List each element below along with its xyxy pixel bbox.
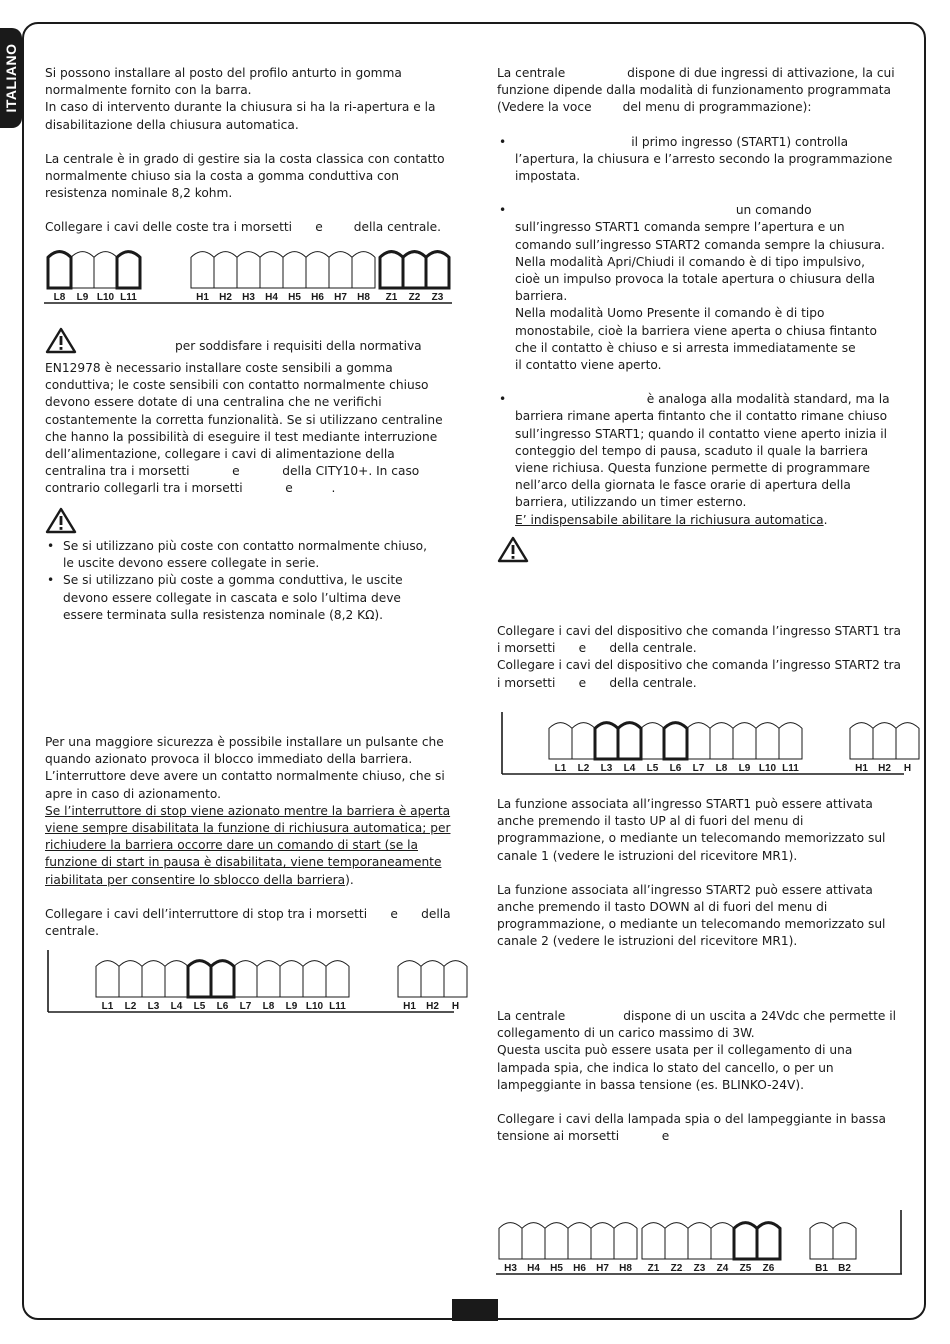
paragraph: Collegare i cavi della lampada spia o del lampeggiante in bassa (497, 1112, 886, 1127)
terminal-label: H1 (196, 292, 209, 303)
terminal-label: H1 (403, 1001, 416, 1012)
right-start-notes (497, 796, 909, 951)
terminal-screw (214, 252, 237, 288)
terminal-screw (237, 252, 260, 288)
terminal-screw (549, 723, 572, 759)
underlined-text: riabilitata per consentire lo sblocco della barriera (45, 872, 346, 887)
terminal-group (499, 1223, 637, 1274)
terminal-label: L8 (53, 292, 66, 303)
terminal-block-start (500, 712, 912, 782)
list-item-line: barriera, utilizzando un timer esterno. (515, 495, 747, 510)
terminal-label: Z6 (762, 1263, 775, 1274)
terminal-screw (280, 961, 303, 997)
list-item (63, 538, 455, 572)
terminal-label: Z2 (408, 292, 421, 303)
terminal-label: H2 (219, 292, 232, 303)
terminal-label: Z2 (670, 1263, 683, 1274)
terminal-group (191, 252, 375, 303)
terminal-label: L1 (101, 1001, 114, 1012)
underlined-text: E’ indispensabile abilitare la richiusura automatica (515, 512, 824, 527)
terminal-screw (779, 723, 802, 759)
list-item-line: barriera rimane aperta fintanto che il contatto rimane chiuso (515, 409, 888, 424)
terminal-label: L8 (715, 763, 728, 774)
list-item-line: viene richiusa. Questa funzione permette di programmare (515, 461, 870, 476)
underlined-text: funzione di start in pausa è disabilitata, viene temporaneamente (45, 855, 442, 870)
terminal-label: L1 (554, 763, 567, 774)
terminal-label: L5 (193, 1001, 206, 1012)
paragraph: Collegare i cavi del dispositivo che comanda l’ingresso START1 tra (497, 624, 902, 638)
terminal-group (48, 252, 140, 303)
list-item-line: • Se si utilizzano più coste con contatto normalmente chiuso, (63, 539, 428, 553)
paragraph: La funzione associata all’ingresso START2 può essere attivata (497, 882, 873, 897)
terminal-label: L4 (170, 1001, 183, 1012)
paragraph: quando azionato provoca il blocco immediato della barriera. (45, 752, 413, 767)
list-item-line: monostabile, cioè la barriera viene aperta o chiusa fintanto (515, 323, 877, 338)
paragraph: resistenza nominale 8,2 kohm. (45, 186, 233, 201)
paragraph: La centrale dispone di due ingressi di attivazione, la cui (497, 66, 895, 80)
terminal-screw (303, 961, 326, 997)
terminal-label: L7 (239, 1001, 252, 1012)
terminal-block-edges (44, 248, 456, 310)
terminal-label: H5 (550, 1263, 563, 1274)
underlined-text: Se l’interruttore di stop viene azionato mentre la barriera è aperta (45, 803, 451, 818)
terminal-label: L3 (600, 763, 613, 774)
terminal-screw (572, 723, 595, 759)
right-column-top (497, 65, 909, 563)
terminal-label: Z3 (431, 292, 444, 303)
terminal-screw (545, 1223, 568, 1259)
terminal-label: H8 (357, 292, 370, 303)
terminal-label: L10 (305, 1001, 324, 1012)
terminal-label: B2 (838, 1263, 851, 1274)
terminal-label: L6 (669, 763, 682, 774)
paragraph: Questa uscita può essere usata per il collegamento di una (497, 1043, 853, 1058)
terminal-label: H8 (619, 1263, 632, 1274)
terminal-label: L7 (692, 763, 705, 774)
terminal-label: L9 (738, 763, 751, 774)
terminal-screw (711, 1223, 734, 1259)
terminal-group (642, 1223, 780, 1274)
terminal-label: L9 (285, 1001, 298, 1012)
terminal-label: Z1 (385, 292, 398, 303)
terminal-label: H3 (242, 292, 255, 303)
paragraph: Si possono installare al posto del profilo anturto in gomma (45, 66, 402, 80)
warning-list (45, 538, 455, 624)
paragraph: collegamento di un carico massimo di 3W. (497, 1026, 755, 1041)
terminal-label: H (451, 1001, 460, 1012)
paragraph: anche premendo il tasto UP al di fuori del menu di (497, 814, 804, 829)
terminal-label: L11 (120, 292, 137, 303)
paragraph: funzione dipende dalla modalità di funzionamento programmata (497, 83, 891, 98)
terminal-label: L9 (76, 292, 89, 303)
terminal-screw (641, 723, 664, 759)
left-stop-section (45, 734, 455, 940)
terminal-screw (326, 961, 349, 997)
paragraph: canale 2 (vedere le istruzioni del ricevitore MR1). (497, 934, 798, 949)
terminal-label: Z5 (739, 1263, 752, 1274)
left-column-top (45, 65, 455, 237)
text: . (823, 512, 828, 527)
paragraph: costantemente la corretta funzionalità. Se si utilizzano centraline (45, 412, 443, 427)
terminal-label: L6 (216, 1001, 229, 1012)
terminal-screw (211, 961, 234, 997)
terminal-screw (642, 1223, 665, 1259)
terminal-screw (188, 961, 211, 997)
terminal-label: Z4 (716, 1263, 729, 1274)
list-item-line: le uscite devono essere collegate in serie. (63, 556, 320, 571)
terminal-label: L3 (147, 1001, 160, 1012)
paragraph: apre in caso di azionamento. (45, 786, 222, 801)
terminal-label: H1 (855, 763, 868, 774)
terminal-label: B1 (815, 1263, 828, 1274)
list-item-line: devono essere collegate in cascata e solo l’ultima deve (63, 590, 401, 605)
terminal-screw (283, 252, 306, 288)
terminal-screw (595, 723, 618, 759)
paragraph: i morsetti e della centrale. (497, 675, 697, 690)
terminal-label: L5 (646, 763, 659, 774)
language-tab-label: ITALIANO (3, 43, 19, 113)
terminal-label: L11 (329, 1001, 346, 1012)
terminal-screw (688, 1223, 711, 1259)
paragraph: In caso di intervento durante la chiusura si ha la ri-apertura e la (45, 100, 436, 115)
paragraph: normalmente chiuso sia la costa a gomma conduttiva con (45, 169, 399, 184)
list-item-line: essere terminata sulla resistenza nominale (8,2 KΩ). (63, 607, 384, 622)
list-item-line: cioè un impulso provoca la totale apertura o chiusura della (515, 272, 875, 287)
terminal-block-stop (46, 950, 460, 1020)
terminal-screw (234, 961, 257, 997)
page-number-box (452, 1299, 498, 1321)
list-item (515, 202, 909, 374)
list-item-line: sull’ingresso START1 comanda sempre l’apertura e un (515, 220, 845, 235)
terminal-screw (810, 1223, 833, 1259)
terminal-screw (329, 252, 352, 288)
terminal-screw (421, 961, 444, 997)
terminal-screw (710, 723, 733, 759)
terminal-label: H3 (504, 1263, 517, 1274)
terminal-label: H2 (426, 1001, 439, 1012)
terminal-screw (850, 723, 873, 759)
list-item-line: • è analoga alla modalità standard, ma la (515, 392, 890, 407)
list-item-line: sull’ingresso START1; quando il contatto viene aperto inizia il (515, 426, 887, 441)
terminal-label: L2 (577, 763, 590, 774)
terminal-screw (568, 1223, 591, 1259)
terminal-group (96, 961, 349, 1012)
paragraph: conduttiva; le coste sensibili con contatto normalmente chiuso (45, 378, 429, 393)
terminal-screw (873, 723, 896, 759)
terminal-group (810, 1223, 856, 1274)
list-item-line: Nella modalità Uomo Presente il comando è di tipo (515, 306, 825, 321)
list-item-line: nell’arco della giornata le fasce orarie di apertura della (515, 478, 851, 493)
terminal-screw (191, 252, 214, 288)
terminal-screw (260, 252, 283, 288)
terminal-screw (687, 723, 710, 759)
list-item-line: conteggio del tempo di pausa, scaduto il quale la barriera (515, 443, 869, 458)
terminal-block-lamp (496, 1210, 906, 1282)
list-item-line: Nella modalità Apri/Chiudi il comando è di tipo impulsivo, (515, 254, 865, 269)
left-warning-2 (45, 506, 455, 624)
paragraph: lampeggiante in bassa tensione (es. BLINKO-24V). (497, 1077, 805, 1092)
terminal-screw (306, 252, 329, 288)
paragraph (45, 872, 455, 889)
paragraph: programmazione, o mediante un telecomando memorizzato sul (497, 831, 886, 846)
terminal-screw (257, 961, 280, 997)
terminal-screw (94, 252, 117, 288)
terminal-label: H4 (527, 1263, 540, 1274)
terminal-screw (380, 252, 403, 288)
list-item (63, 572, 455, 624)
paragraph: La centrale dispone di un uscita a 24Vdc che permette il (497, 1009, 897, 1023)
terminal-screw (403, 252, 426, 288)
left-warning-1 (45, 326, 455, 498)
warning-icon (497, 535, 529, 563)
terminal-label: H6 (311, 292, 324, 303)
terminal-screw (522, 1223, 545, 1259)
paragraph: normalmente fornito con la barra. (45, 83, 252, 98)
paragraph: i morsetti e della centrale. (497, 641, 697, 656)
warning-icon (45, 506, 77, 534)
terminal-screw (757, 1223, 780, 1259)
paragraph: Per una maggiore sicurezza è possibile installare un pulsante che (45, 735, 444, 749)
terminal-label: H7 (596, 1263, 609, 1274)
paragraph: disabilitazione della chiusura automatica. (45, 117, 299, 132)
paragraph: contrario collegarli tra i morsetti e . (45, 481, 336, 496)
list-item-line: • un comando (515, 203, 812, 218)
paragraph: centralina tra i morsetti e della CITY10+. In caso (45, 464, 420, 479)
terminal-screw (756, 723, 779, 759)
paragraph: Collegare i cavi dell’interruttore di stop tra i morsetti e della (45, 906, 451, 921)
terminal-label: Z1 (647, 1263, 660, 1274)
terminal-screw (614, 1223, 637, 1259)
terminal-screw (71, 252, 94, 288)
paragraph: che hanno la possibilità di eseguire il test mediante interruzione (45, 429, 438, 444)
terminal-screw (352, 252, 375, 288)
paragraph: anche premendo il tasto DOWN al di fuori del menu di (497, 900, 828, 915)
terminal-label: L10 (96, 292, 115, 303)
paragraph: Collegare i cavi del dispositivo che comanda l’ingresso START2 tra (497, 658, 902, 673)
terminal-label: Z3 (693, 1263, 706, 1274)
list-item-line: impostata. (515, 169, 581, 184)
terminal-screw (618, 723, 641, 759)
paragraph: centrale. (45, 924, 99, 939)
paragraph: La centrale è in grado di gestire sia la costa classica con contatto (45, 151, 445, 166)
terminal-screw (499, 1223, 522, 1259)
terminal-label: L2 (124, 1001, 137, 1012)
terminal-screw (96, 961, 119, 997)
terminal-label: H4 (265, 292, 278, 303)
terminal-screw (142, 961, 165, 997)
terminal-label: L8 (262, 1001, 275, 1012)
list-item-line: • Se si utilizzano più coste a gomma conduttiva, le uscite (63, 573, 403, 588)
terminal-screw (398, 961, 421, 997)
paragraph: canale 1 (vedere le istruzioni del ricevitore MR1). (497, 848, 798, 863)
terminal-label: L10 (758, 763, 777, 774)
terminal-screw (165, 961, 188, 997)
terminal-screw (833, 1223, 856, 1259)
terminal-label: H (903, 763, 912, 774)
terminal-label: L4 (623, 763, 636, 774)
paragraph: EN12978 è necessario installare coste sensibili a gomma (45, 361, 393, 375)
terminal-screw (119, 961, 142, 997)
terminal-screw (426, 252, 449, 288)
terminal-screw (48, 252, 71, 288)
list-item-line: il contatto viene aperto. (515, 358, 662, 373)
list-item-line: • il primo ingresso (START1) controlla (515, 134, 849, 149)
terminal-group (549, 723, 802, 774)
terminal-screw (117, 252, 140, 288)
paragraph: (Vedere la voce del menu di programmazione): (497, 100, 812, 115)
paragraph: dell’alimentazione, collegare i cavi di alimentazione della (45, 447, 395, 462)
terminal-group (380, 252, 449, 303)
paragraph: L’interruttore deve avere un contatto normalmente chiuso, che si (45, 769, 445, 784)
terminal-screw (665, 1223, 688, 1259)
underlined-text: richiudere la barriera occorre dare un comando di start (se la (45, 838, 419, 853)
list-item-line: l’apertura, la chiusura e l’arresto secondo la programmazione (515, 151, 893, 166)
list-item-line: comando sull’ingresso START2 comanda sempre la chiusura. (515, 237, 885, 252)
list-item-line: che il contatto è chiuso e si arresta immediatamente se (515, 340, 856, 355)
connection-instruction: Collegare i cavi delle coste tra i morsetti e della centrale. (45, 220, 442, 235)
terminal-label: H6 (573, 1263, 586, 1274)
warning-lead: per soddisfare i requisiti della normativa (175, 339, 422, 353)
terminal-label: H2 (878, 763, 891, 774)
paragraph: lampada spia, che indica lo stato del cancello, o per un (497, 1060, 834, 1075)
terminal-screw (664, 723, 687, 759)
list-item (515, 134, 909, 186)
paragraph: tensione ai morsetti e (497, 1129, 670, 1144)
mode-list (497, 134, 909, 529)
warning-icon (45, 326, 77, 354)
paragraph: devono essere dotate di una centralina che ne verifichi (45, 395, 382, 410)
list-item-line: barriera. (515, 289, 568, 304)
right-output-section (497, 1008, 909, 1145)
paragraph: programmazione, o mediante un telecomando memorizzato sul (497, 917, 886, 932)
terminal-screw (591, 1223, 614, 1259)
terminal-label: H7 (334, 292, 347, 303)
terminal-screw (733, 723, 756, 759)
underlined-text: viene sempre disabilitata la funzione di richiusura automatica; per (45, 821, 451, 836)
terminal-label: L11 (782, 763, 799, 774)
list-item-line (515, 512, 909, 529)
text: ). (345, 872, 354, 887)
paragraph: La funzione associata all’ingresso START1 può essere attivata (497, 797, 873, 811)
list-item (515, 391, 909, 529)
terminal-label: H5 (288, 292, 301, 303)
right-start-connection (497, 623, 909, 692)
terminal-screw (734, 1223, 757, 1259)
